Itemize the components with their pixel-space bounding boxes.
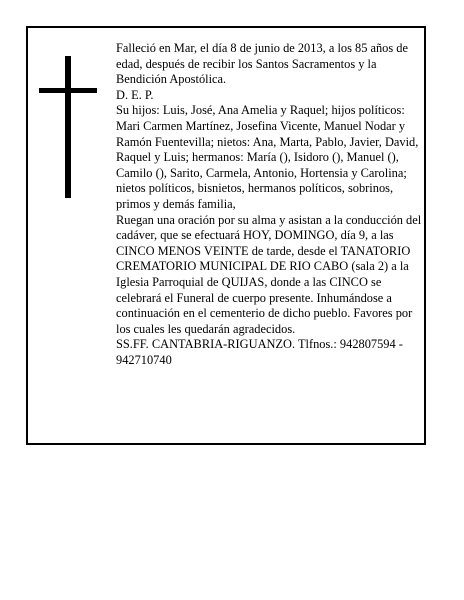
obituary-notice — [26, 26, 426, 445]
cross-horizontal-bar — [39, 88, 97, 93]
rest-in-peace: D. E. P. — [116, 87, 154, 102]
death-announcement: Falleció en Mar, el día 8 de junio de 2013, a los 85 años de edad, después de recibir los Santos Sacramentos y la Bendición Apostólica. — [116, 41, 408, 87]
notice-text — [116, 41, 422, 368]
cross-icon — [39, 56, 97, 198]
funeral-home-contact: SS.FF. CANTABRIA-RIGUANZO. Tlfnos.: 942807594 - 942710740 — [116, 337, 403, 367]
funeral-details: Ruegan una oración por su alma y asistan a la conducción del cadáver, que se efectuará HOY, DOMINGO, día 9, a las CINCO MENOS VEINTE de tarde, desde el TANATORIO CREMATORIO MUNICIPAL DE RIO CABO (sala 2) a la Iglesia Parroquial de QUIJAS, donde a las CINCO se celebrará el Funeral de cuerpo presente. Inhumándose a continuación en el cementerio de dicho pueblo. Favores por los cuales les quedarán agradecidos. — [116, 212, 422, 336]
cross-vertical-bar — [65, 56, 71, 198]
family-list: Su hijos: Luis, José, Ana Amelia y Raquel; hijos políticos: Mari Carmen Martínez, Josefina Vicente, Manuel Nodar y Ramón Fuentevilla; nietos: Ana, Marta, Pablo, Javier, David, Raquel y Luis; hermanos: María (), Isidoro (), Manuel (), Camilo (), Sarito, Carmela, Antonio, Hortensia y Carolina; nietos políticos, bisnietos, hermanos políticos, sobrinos, primos y demás familia, — [116, 103, 419, 211]
